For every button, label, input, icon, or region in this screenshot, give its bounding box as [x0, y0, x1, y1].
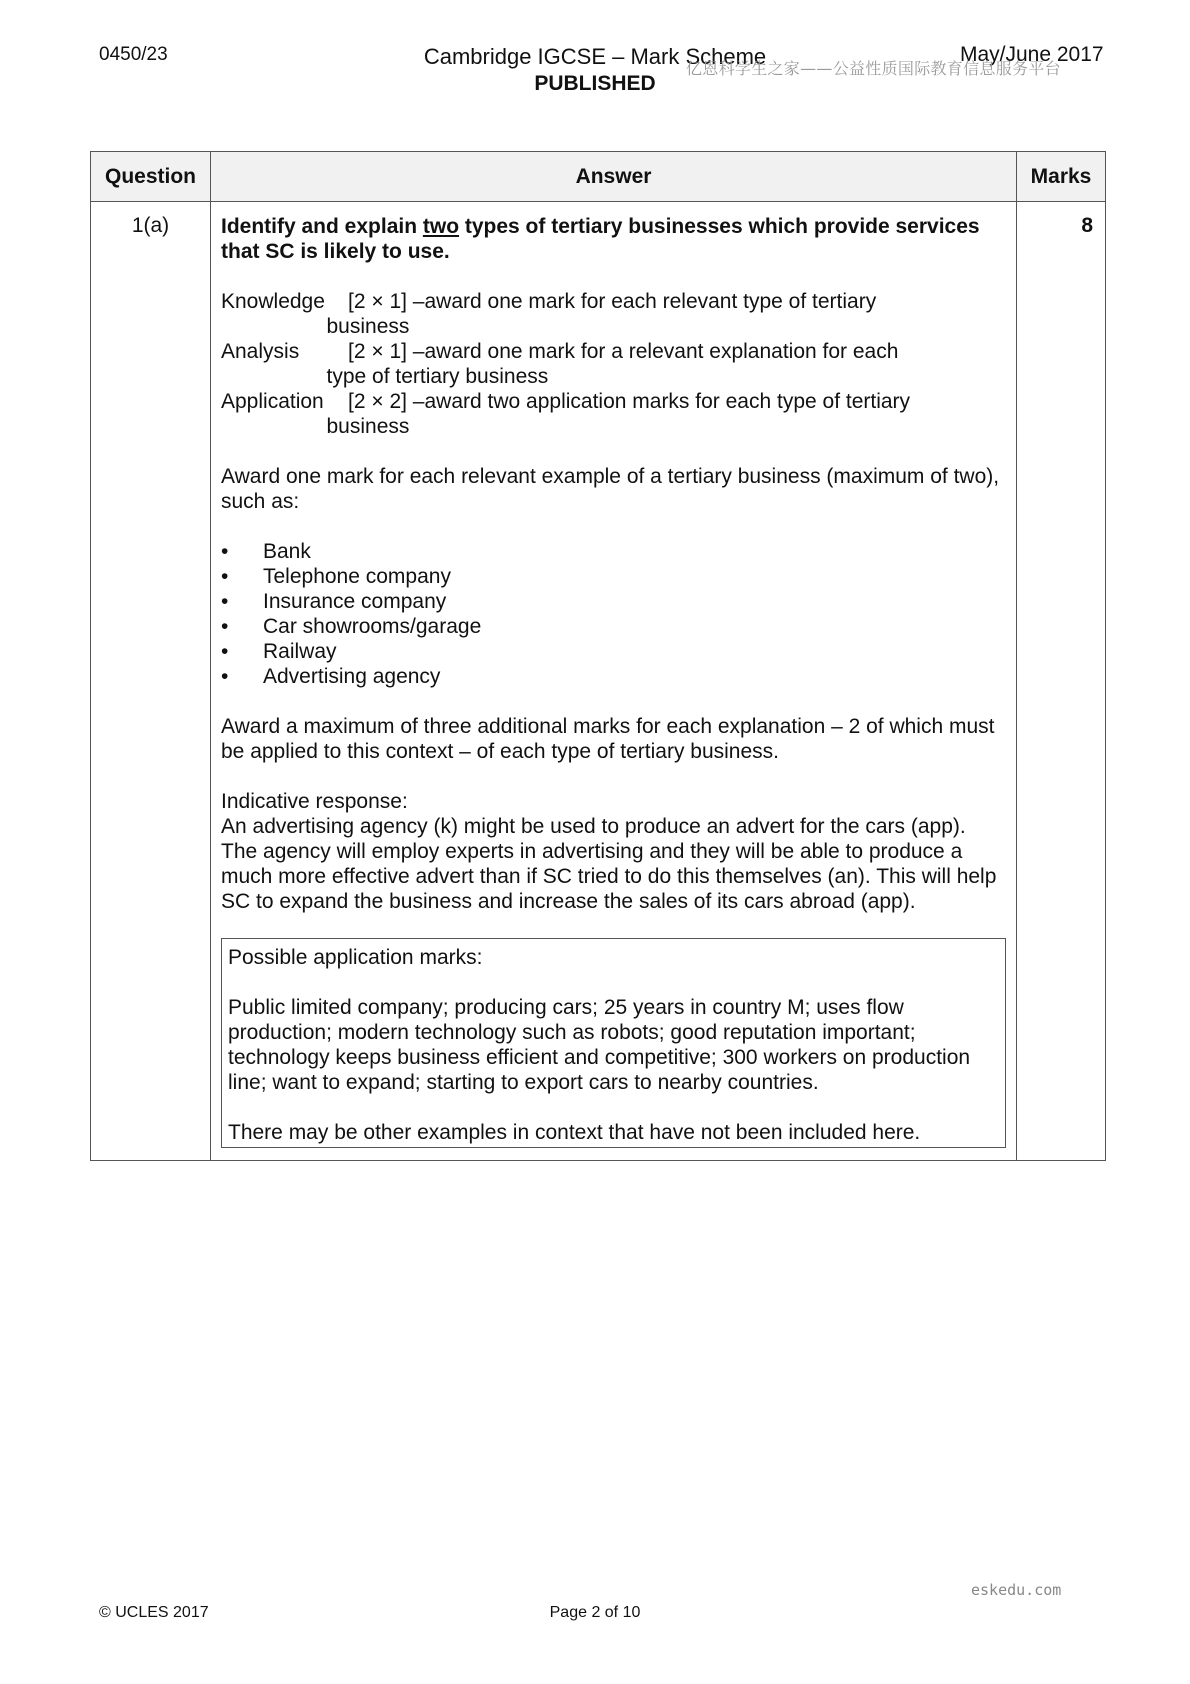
- criterion-desc: award one mark for a relevant explanation for each: [424, 340, 899, 363]
- list-item: • Telephone company: [221, 564, 1006, 589]
- list-item: • Insurance company: [221, 589, 1006, 614]
- examples-intro: Award one mark for each relevant example of a tertiary business (maximum of two), such as:: [221, 465, 1000, 513]
- emphasis-two: two: [422, 215, 460, 238]
- indicative-label: Indicative response:: [221, 790, 408, 813]
- criterion-mark: [2 × 1] –: [348, 290, 425, 313]
- list-item: • Advertising agency: [221, 664, 1006, 689]
- marks-value: 8: [1017, 202, 1106, 1161]
- criterion-label: Application: [221, 390, 324, 413]
- criterion-mark: [2 × 1] –: [348, 340, 425, 363]
- criterion-label: Knowledge: [221, 290, 325, 313]
- list-item: • Railway: [221, 639, 1006, 664]
- box-title: Possible application marks:: [228, 946, 483, 969]
- criterion-desc-cont: business: [326, 415, 410, 438]
- header-answer: Answer: [211, 152, 1017, 202]
- mark-scheme-table: [90, 151, 1106, 1161]
- box-text: Public limited company; producing cars; 25 years in country M; uses flow production; modern technology such as robots; good reputation important; technology keeps business efficient and competitive; 300 workers on production line; want to expand; starting to export cars to nearby countries.: [228, 996, 971, 1094]
- table-header-row: [91, 152, 1106, 202]
- page-number: Page 2 of 10: [549, 1604, 641, 1621]
- application-marks-box: [221, 938, 1006, 1148]
- header-title: Cambridge IGCSE – Mark Scheme: [423, 44, 767, 69]
- criterion-label: Analysis: [221, 340, 300, 363]
- list-item: • Bank: [221, 539, 1006, 564]
- answer-cell: [211, 202, 1017, 1161]
- question-text: Identify and explain two types of tertiary businesses which provide services that SC is likely to use.: [221, 215, 980, 263]
- criterion-mark: [2 × 2] –: [348, 390, 425, 413]
- footer-copyright: © UCLES 2017: [99, 1604, 209, 1621]
- paper-code: 0450/23: [99, 44, 168, 65]
- list-item: • Car showrooms/garage: [221, 614, 1006, 639]
- criterion-desc: award two application marks for each type of tertiary: [424, 390, 911, 413]
- criterion-desc: award one mark for each relevant type of tertiary: [424, 290, 877, 313]
- table-row: [91, 202, 1106, 1161]
- question-number: 1(a): [91, 202, 211, 1161]
- indicative-response: An advertising agency (k) might be used to produce an advert for the cars (app). The agency will employ experts in advertising and they will be able to produce a much more effective advert than if SC tried to do this themselves (an). This will help SC to expand the business and increase the sales of its cars abroad (app).: [221, 815, 997, 913]
- criterion-desc-cont: business: [326, 315, 410, 338]
- header-marks: Marks: [1017, 152, 1106, 202]
- exam-session: May/June 2017: [960, 43, 1104, 66]
- additional-marks-text: Award a maximum of three additional marks for each explanation – 2 of which must be applied to this context – of each type of tertiary business.: [221, 715, 995, 763]
- box-note: There may be other examples in context that have not been included here.: [228, 1121, 921, 1144]
- watermark-text: 亿恩科学生之家——公益性质国际教育信息服务平台: [686, 59, 1061, 78]
- criterion-desc-cont: type of tertiary business: [326, 365, 549, 388]
- header-subtitle: PUBLISHED: [534, 72, 656, 95]
- header-question: Question: [91, 152, 211, 202]
- footer-site: eskedu.com: [971, 1581, 1062, 1599]
- marking-criteria: [221, 289, 1006, 439]
- examples-list: [221, 539, 1006, 689]
